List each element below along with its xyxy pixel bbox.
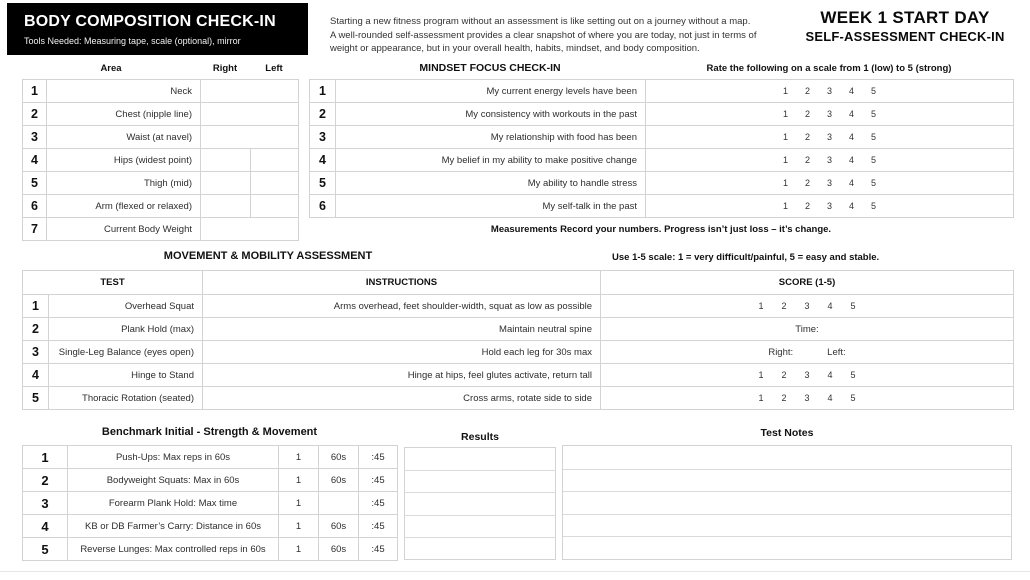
table-row (23, 446, 398, 469)
instructions-text: Hold each leg for 30s max (203, 341, 601, 364)
week-title-block (793, 8, 1017, 44)
row-number: 5 (23, 172, 47, 195)
row-number: 1 (23, 295, 49, 318)
mindset-title: MINDSET FOCUS CHECK-IN (419, 62, 561, 74)
score-cell (601, 295, 1014, 318)
results-row (405, 537, 555, 559)
measurement-cell (201, 103, 299, 126)
bc-col-header-area: Area (100, 63, 122, 74)
rating-scale: 1 2 3 4 5 (782, 155, 877, 165)
rest-cell: :45 (359, 446, 398, 469)
rest-cell: :45 (359, 515, 398, 538)
test-label: Hinge to Stand (49, 364, 203, 387)
score-left-label: Left: (827, 346, 846, 358)
test-notes-box (562, 445, 1012, 560)
mindset-prompt: My ability to handle stress (336, 172, 646, 195)
duration-cell: 60s (319, 469, 359, 492)
rating-cell (646, 103, 1014, 126)
table-row (23, 341, 1014, 364)
col-header-test: TEST (23, 271, 203, 295)
score-right-label: Right: (768, 346, 794, 358)
rating-cell (646, 195, 1014, 218)
table-row (23, 538, 398, 561)
measurement-cell (201, 218, 299, 241)
sets-cell: 1 (279, 446, 319, 469)
page-bottom-edge (0, 571, 1030, 572)
body-composition-table (22, 79, 299, 241)
exercise-label: Forearm Plank Hold: Max time (68, 492, 279, 515)
rating-cell (646, 172, 1014, 195)
test-label: Plank Hold (max) (49, 318, 203, 341)
test-label: Single-Leg Balance (eyes open) (49, 341, 203, 364)
benchmark-table (22, 445, 398, 561)
table-row (23, 80, 299, 103)
intro-line: weight or appearance, but in your overall health, habits, mindset, and body composition. (330, 43, 700, 54)
page-title: BODY COMPOSITION CHECK-IN (24, 13, 276, 30)
area-label: Thigh (mid) (47, 172, 201, 195)
test-notes-row (563, 446, 1011, 469)
bc-col-header-left: Left (265, 63, 283, 74)
score-cell-right-left (601, 341, 1014, 364)
rating-scale: 1 2 3 4 5 (758, 370, 856, 380)
test-notes-row (563, 491, 1011, 514)
mindset-table (309, 79, 1014, 218)
intro-paragraph (330, 15, 756, 56)
results-row (405, 448, 555, 470)
row-number: 3 (23, 126, 47, 149)
measurement-cell-right (201, 149, 251, 172)
score-cell (601, 364, 1014, 387)
row-number: 2 (23, 103, 47, 126)
rating-scale: 1 2 3 4 5 (782, 201, 877, 211)
sets-cell: 1 (279, 515, 319, 538)
test-notes-label: Test Notes (760, 427, 814, 439)
area-label: Arm (flexed or relaxed) (47, 195, 201, 218)
rest-cell: :45 (359, 492, 398, 515)
area-label: Neck (47, 80, 201, 103)
test-label: Overhead Squat (49, 295, 203, 318)
measurement-cell-left (251, 149, 299, 172)
rating-cell (646, 126, 1014, 149)
exercise-label: Bodyweight Squats: Max in 60s (68, 469, 279, 492)
duration-cell (319, 492, 359, 515)
score-cell-time: Time: (601, 318, 1014, 341)
instructions-text: Maintain neutral spine (203, 318, 601, 341)
table-row (310, 80, 1014, 103)
movement-scale-note: Use 1-5 scale: 1 = very difficult/painful, 5 = easy and stable. (612, 252, 880, 263)
sets-cell: 1 (279, 469, 319, 492)
row-number: 1 (23, 446, 68, 469)
table-row (23, 103, 299, 126)
week-subtitle: SELF-ASSESSMENT CHECK-IN (805, 29, 1005, 44)
table-row (23, 515, 398, 538)
rating-scale: 1 2 3 4 5 (782, 109, 877, 119)
duration-cell: 60s (319, 515, 359, 538)
table-row (23, 195, 299, 218)
sets-cell: 1 (279, 492, 319, 515)
row-number: 5 (310, 172, 336, 195)
exercise-label: Push-Ups: Max reps in 60s (68, 446, 279, 469)
row-number: 3 (23, 492, 68, 515)
rest-cell: :45 (359, 469, 398, 492)
area-label: Current Body Weight (47, 218, 201, 241)
row-number: 1 (310, 80, 336, 103)
week-title: WEEK 1 START DAY (820, 8, 990, 27)
row-number: 6 (310, 195, 336, 218)
row-number: 4 (23, 364, 49, 387)
rating-cell (646, 149, 1014, 172)
instructions-text: Cross arms, rotate side to side (203, 387, 601, 410)
rating-scale: 1 2 3 4 5 (758, 301, 856, 311)
header-title-box (7, 3, 308, 55)
test-notes-row (563, 469, 1011, 492)
table-row (23, 218, 299, 241)
table-row (23, 172, 299, 195)
measurements-footer-note: Measurements Record your numbers. Progress isn’t just loss – it’s change. (490, 224, 832, 235)
intro-line: Starting a new fitness program without an assessment is like setting out on a journey without a map. (330, 16, 751, 27)
table-row (23, 364, 1014, 387)
rest-cell: :45 (359, 538, 398, 561)
exercise-label: Reverse Lunges: Max controlled reps in 60s (68, 538, 279, 561)
table-row (310, 103, 1014, 126)
test-notes-row (563, 514, 1011, 537)
table-row (23, 149, 299, 172)
rating-scale: 1 2 3 4 5 (782, 178, 877, 188)
measurement-cell-left (251, 172, 299, 195)
exercise-label: KB or DB Farmer’s Carry: Distance in 60s (68, 515, 279, 538)
row-number: 2 (23, 318, 49, 341)
table-header-row (23, 271, 1014, 295)
results-row (405, 515, 555, 537)
table-row (23, 492, 398, 515)
mindset-prompt: My belief in my ability to make positive change (336, 149, 646, 172)
area-label: Waist (at navel) (47, 126, 201, 149)
mindset-prompt: My current energy levels have been (336, 80, 646, 103)
table-row (310, 195, 1014, 218)
results-label: Results (461, 431, 499, 443)
measurement-cell-left (251, 195, 299, 218)
table-row (310, 172, 1014, 195)
row-number: 2 (23, 469, 68, 492)
measurement-cell-right (201, 172, 251, 195)
sets-cell: 1 (279, 538, 319, 561)
col-header-instructions: INSTRUCTIONS (203, 271, 601, 295)
rating-scale: 1 2 3 4 5 (782, 86, 877, 96)
table-row (23, 126, 299, 149)
duration-cell: 60s (319, 446, 359, 469)
bc-col-header-right: Right (212, 63, 238, 74)
score-cell (601, 387, 1014, 410)
rating-scale: 1 2 3 4 5 (758, 393, 856, 403)
mindset-prompt: My consistency with workouts in the past (336, 103, 646, 126)
mindset-prompt: My relationship with food has been (336, 126, 646, 149)
row-number: 5 (23, 387, 49, 410)
row-number: 4 (23, 149, 47, 172)
movement-table (22, 270, 1014, 410)
measurement-cell (201, 126, 299, 149)
test-notes-row (563, 536, 1011, 559)
duration-cell: 60s (319, 538, 359, 561)
row-number: 4 (310, 149, 336, 172)
test-label: Thoracic Rotation (seated) (49, 387, 203, 410)
row-number: 1 (23, 80, 47, 103)
benchmark-title: Benchmark Initial - Strength & Movement (101, 426, 318, 438)
row-number: 2 (310, 103, 336, 126)
row-number: 3 (23, 341, 49, 364)
area-label: Chest (nipple line) (47, 103, 201, 126)
rating-scale: 1 2 3 4 5 (782, 132, 877, 142)
results-row (405, 492, 555, 514)
tools-needed-subtitle: Tools Needed: Measuring tape, scale (optional), mirror (24, 36, 241, 46)
mindset-prompt: My self-talk in the past (336, 195, 646, 218)
instructions-text: Hinge at hips, feel glutes activate, return tall (203, 364, 601, 387)
area-label: Hips (widest point) (47, 149, 201, 172)
row-number: 5 (23, 538, 68, 561)
row-number: 4 (23, 515, 68, 538)
mindset-scale-note: Rate the following on a scale from 1 (low) to 5 (strong) (706, 63, 952, 74)
movement-title: MOVEMENT & MOBILITY ASSESSMENT (163, 250, 373, 262)
results-row (405, 470, 555, 492)
results-box (404, 447, 556, 560)
row-number: 6 (23, 195, 47, 218)
table-row (310, 149, 1014, 172)
row-number: 3 (310, 126, 336, 149)
table-row (23, 318, 1014, 341)
instructions-text: Arms overhead, feet shoulder-width, squat as low as possible (203, 295, 601, 318)
measurement-cell-right (201, 195, 251, 218)
table-row (23, 295, 1014, 318)
rating-cell (646, 80, 1014, 103)
col-header-score: SCORE (1-5) (601, 271, 1014, 295)
intro-line: A well-rounded self-assessment provides a clear snapshot of where you are today, not just in terms of (330, 29, 757, 41)
row-number: 7 (23, 218, 47, 241)
table-row (310, 126, 1014, 149)
measurement-cell (201, 80, 299, 103)
table-row (23, 387, 1014, 410)
table-row (23, 469, 398, 492)
